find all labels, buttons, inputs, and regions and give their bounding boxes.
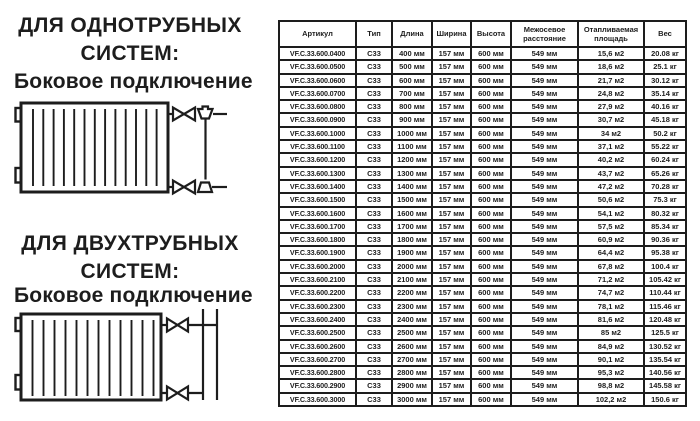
two-pipe-title-line1: ДЛЯ ДВУХТРУБНЫХ xyxy=(21,232,239,255)
table-cell: 549 мм xyxy=(511,153,578,166)
two-pipe-subtitle: Боковое подключение xyxy=(14,284,253,307)
table-cell: 600 мм xyxy=(471,313,511,326)
table-row xyxy=(279,60,686,73)
table-cell: 600 мм xyxy=(471,207,511,220)
table-cell: 157 мм xyxy=(432,100,471,113)
table-cell: C33 xyxy=(356,220,392,233)
table-cell: 549 мм xyxy=(511,246,578,259)
table-row xyxy=(279,273,686,286)
single-pipe-title-line2: СИСТЕМ: xyxy=(80,42,180,65)
table-cell: C33 xyxy=(356,193,392,206)
table-cell: 600 мм xyxy=(471,74,511,87)
table-cell: 600 мм xyxy=(471,140,511,153)
table-cell: 600 мм xyxy=(471,47,511,60)
table-cell: 549 мм xyxy=(511,393,578,406)
table-cell: C33 xyxy=(356,47,392,60)
table-cell: C33 xyxy=(356,393,392,406)
table-cell: 1700 мм xyxy=(392,220,432,233)
table-cell: 549 мм xyxy=(511,47,578,60)
table-cell: 700 мм xyxy=(392,87,432,100)
table-cell: C33 xyxy=(356,140,392,153)
table-cell: VF.C.33.600.1300 xyxy=(279,167,356,180)
union-fitting-bottom-icon xyxy=(198,183,212,193)
table-cell: 85 м2 xyxy=(578,326,644,339)
column-header: Высота xyxy=(471,21,511,47)
table-cell: 140.56 кг xyxy=(644,366,686,379)
table-row xyxy=(279,140,686,153)
table-cell: VF.C.33.600.2100 xyxy=(279,273,356,286)
table-cell: C33 xyxy=(356,313,392,326)
table-cell: 600 мм xyxy=(471,100,511,113)
table-cell: 600 мм xyxy=(471,393,511,406)
table-row xyxy=(279,366,686,379)
table-cell: C33 xyxy=(356,207,392,220)
table-cell: 1800 мм xyxy=(392,233,432,246)
valve-icon xyxy=(173,108,195,121)
table-cell: 157 мм xyxy=(432,87,471,100)
table-cell: VF.C.33.600.2300 xyxy=(279,300,356,313)
table-cell: 549 мм xyxy=(511,220,578,233)
table-cell: 20.08 кг xyxy=(644,47,686,60)
table-cell: 2800 мм xyxy=(392,366,432,379)
table-cell: 600 мм xyxy=(471,167,511,180)
table-cell: VF.C.33.600.0900 xyxy=(279,113,356,126)
table-cell: C33 xyxy=(356,340,392,353)
table-row xyxy=(279,340,686,353)
table-cell: 30,7 м2 xyxy=(578,113,644,126)
table-cell: C33 xyxy=(356,100,392,113)
table-cell: 157 мм xyxy=(432,379,471,392)
table-row xyxy=(279,353,686,366)
table-row xyxy=(279,220,686,233)
radiator-bracket-bottom xyxy=(16,375,22,390)
table-cell: 2200 мм xyxy=(392,286,432,299)
table-cell: 900 мм xyxy=(392,113,432,126)
table-cell: 55.22 кг xyxy=(644,140,686,153)
table-cell: 157 мм xyxy=(432,113,471,126)
radiator-bracket-top xyxy=(16,318,22,331)
table-cell: VF.C.33.600.0800 xyxy=(279,100,356,113)
spec-table xyxy=(278,20,687,407)
table-cell: 1400 мм xyxy=(392,180,432,193)
left-panel xyxy=(0,0,278,421)
table-cell: 45.18 кг xyxy=(644,113,686,126)
table-cell: 157 мм xyxy=(432,167,471,180)
table-cell: 600 мм xyxy=(471,180,511,193)
table-cell: 75.3 кг xyxy=(644,193,686,206)
table-cell: 35.14 кг xyxy=(644,87,686,100)
radiator-single-pipe-diagram xyxy=(8,98,232,198)
table-cell: 157 мм xyxy=(432,366,471,379)
table-row xyxy=(279,153,686,166)
table-cell: 157 мм xyxy=(432,353,471,366)
table-cell: 21,7 м2 xyxy=(578,74,644,87)
table-row xyxy=(279,167,686,180)
column-header: Артикул xyxy=(279,21,356,47)
table-cell: 157 мм xyxy=(432,207,471,220)
table-row xyxy=(279,326,686,339)
spec-table-body xyxy=(279,47,686,406)
radiator-fins xyxy=(33,109,157,186)
two-pipe-title xyxy=(2,230,258,286)
table-cell: 95,3 м2 xyxy=(578,366,644,379)
table-cell: 60,9 м2 xyxy=(578,233,644,246)
table-row xyxy=(279,193,686,206)
table-cell: C33 xyxy=(356,233,392,246)
table-cell: 600 мм xyxy=(471,273,511,286)
table-cell: 120.48 кг xyxy=(644,313,686,326)
column-header: Межосевое расстояние xyxy=(511,21,578,47)
table-cell: 90,1 м2 xyxy=(578,353,644,366)
single-pipe-subtitle: Боковое подключение xyxy=(14,70,253,93)
table-cell: C33 xyxy=(356,366,392,379)
table-cell: 600 мм xyxy=(471,193,511,206)
radiator-two-pipe-diagram xyxy=(8,306,232,406)
table-cell: 81,6 м2 xyxy=(578,313,644,326)
table-cell: 67,8 м2 xyxy=(578,260,644,273)
table-cell: 1000 мм xyxy=(392,127,432,140)
radiator-bracket-top xyxy=(16,108,22,122)
table-cell: 74,7 м2 xyxy=(578,286,644,299)
table-cell: 549 мм xyxy=(511,326,578,339)
table-cell: 549 мм xyxy=(511,260,578,273)
table-cell: VF.C.33.600.0600 xyxy=(279,74,356,87)
radiator-bracket-bottom xyxy=(16,168,22,183)
table-cell: C33 xyxy=(356,87,392,100)
table-cell: 157 мм xyxy=(432,246,471,259)
table-cell: 60.24 кг xyxy=(644,153,686,166)
table-cell: 600 мм xyxy=(471,286,511,299)
table-header-row xyxy=(279,21,686,47)
table-cell: 600 мм xyxy=(471,60,511,73)
table-cell: C33 xyxy=(356,246,392,259)
table-cell: 157 мм xyxy=(432,153,471,166)
table-cell: 549 мм xyxy=(511,100,578,113)
table-cell: VF.C.33.600.1400 xyxy=(279,180,356,193)
table-cell: 105.42 кг xyxy=(644,273,686,286)
table-cell: 600 мм xyxy=(471,260,511,273)
table-cell: C33 xyxy=(356,153,392,166)
table-cell: C33 xyxy=(356,74,392,87)
table-cell: 100.4 кг xyxy=(644,260,686,273)
table-cell: C33 xyxy=(356,180,392,193)
single-pipe-title xyxy=(2,12,258,68)
table-cell: 2900 мм xyxy=(392,379,432,392)
table-cell: 549 мм xyxy=(511,207,578,220)
table-cell: 157 мм xyxy=(432,47,471,60)
column-header: Ширина xyxy=(432,21,471,47)
table-cell: 18,6 м2 xyxy=(578,60,644,73)
table-cell: 549 мм xyxy=(511,273,578,286)
table-cell: 157 мм xyxy=(432,286,471,299)
table-cell: 157 мм xyxy=(432,233,471,246)
table-cell: 130.52 кг xyxy=(644,340,686,353)
table-cell: VF.C.33.600.2000 xyxy=(279,260,356,273)
table-cell: 150.6 кг xyxy=(644,393,686,406)
table-cell: 600 мм xyxy=(471,220,511,233)
table-cell: 98,8 м2 xyxy=(578,379,644,392)
table-cell: VF.C.33.600.1000 xyxy=(279,127,356,140)
single-pipe-connections xyxy=(168,114,227,187)
table-cell: 600 мм xyxy=(471,113,511,126)
table-cell: 157 мм xyxy=(432,60,471,73)
table-cell: C33 xyxy=(356,260,392,273)
table-cell: 40,2 м2 xyxy=(578,153,644,166)
table-cell: 600 мм xyxy=(471,300,511,313)
table-cell: 600 мм xyxy=(471,326,511,339)
table-cell: 549 мм xyxy=(511,180,578,193)
table-cell: 110.44 кг xyxy=(644,286,686,299)
table-cell: 549 мм xyxy=(511,340,578,353)
table-cell: 84,9 м2 xyxy=(578,340,644,353)
table-cell: VF.C.33.600.0500 xyxy=(279,60,356,73)
table-cell: VF.C.33.600.0400 xyxy=(279,47,356,60)
table-cell: 157 мм xyxy=(432,300,471,313)
table-cell: C33 xyxy=(356,113,392,126)
radiator-fins xyxy=(33,320,154,396)
table-cell: 34 м2 xyxy=(578,127,644,140)
table-cell: 157 мм xyxy=(432,193,471,206)
table-row xyxy=(279,379,686,392)
table-cell: C33 xyxy=(356,379,392,392)
table-cell: 157 мм xyxy=(432,260,471,273)
table-cell: VF.C.33.600.1800 xyxy=(279,233,356,246)
table-cell: 40.16 кг xyxy=(644,100,686,113)
table-cell: VF.C.33.600.2500 xyxy=(279,326,356,339)
table-cell: 157 мм xyxy=(432,140,471,153)
table-row xyxy=(279,313,686,326)
table-cell: 157 мм xyxy=(432,393,471,406)
table-cell: 549 мм xyxy=(511,127,578,140)
table-cell: C33 xyxy=(356,286,392,299)
table-cell: 27,9 м2 xyxy=(578,100,644,113)
table-row xyxy=(279,233,686,246)
union-fitting-top-icon xyxy=(198,107,213,119)
table-cell: 43,7 м2 xyxy=(578,167,644,180)
column-header: Тип xyxy=(356,21,392,47)
table-cell: 400 мм xyxy=(392,47,432,60)
table-cell: 80.32 кг xyxy=(644,207,686,220)
table-cell: 157 мм xyxy=(432,273,471,286)
table-cell: 95.38 кг xyxy=(644,246,686,259)
table-cell: 600 мм xyxy=(471,379,511,392)
table-cell: 1500 мм xyxy=(392,193,432,206)
table-cell: 15,6 м2 xyxy=(578,47,644,60)
table-cell: 549 мм xyxy=(511,167,578,180)
table-cell: VF.C.33.600.1100 xyxy=(279,140,356,153)
table-cell: VF.C.33.600.2800 xyxy=(279,366,356,379)
table-cell: 157 мм xyxy=(432,180,471,193)
valve-icon xyxy=(173,181,195,194)
table-cell: 549 мм xyxy=(511,300,578,313)
table-cell: 85.34 кг xyxy=(644,220,686,233)
table-cell: 135.54 кг xyxy=(644,353,686,366)
column-header: Отапливаемая площадь xyxy=(578,21,644,47)
table-row xyxy=(279,286,686,299)
table-cell: 549 мм xyxy=(511,193,578,206)
column-header: Длина xyxy=(392,21,432,47)
table-cell: 1600 мм xyxy=(392,207,432,220)
table-cell: 600 мм xyxy=(471,233,511,246)
table-cell: VF.C.33.600.1900 xyxy=(279,246,356,259)
table-cell: 549 мм xyxy=(511,353,578,366)
table-cell: 549 мм xyxy=(511,379,578,392)
table-cell: 70.28 кг xyxy=(644,180,686,193)
table-cell: 47,2 м2 xyxy=(578,180,644,193)
table-cell: VF.C.33.600.2600 xyxy=(279,340,356,353)
spec-table-section xyxy=(278,20,687,407)
table-cell: C33 xyxy=(356,60,392,73)
column-header: Вес xyxy=(644,21,686,47)
table-cell: 2600 мм xyxy=(392,340,432,353)
table-cell: 50,6 м2 xyxy=(578,193,644,206)
table-row xyxy=(279,393,686,406)
table-cell: 1300 мм xyxy=(392,167,432,180)
table-cell: 145.58 кг xyxy=(644,379,686,392)
table-cell: 600 мм xyxy=(471,353,511,366)
table-cell: 2500 мм xyxy=(392,326,432,339)
table-cell: 2700 мм xyxy=(392,353,432,366)
table-cell: 1100 мм xyxy=(392,140,432,153)
table-cell: 549 мм xyxy=(511,113,578,126)
table-cell: 600 мм xyxy=(392,74,432,87)
table-cell: C33 xyxy=(356,300,392,313)
table-cell: 115.46 кг xyxy=(644,300,686,313)
table-cell: 37,1 м2 xyxy=(578,140,644,153)
table-cell: VF.C.33.600.2900 xyxy=(279,379,356,392)
table-cell: 600 мм xyxy=(471,127,511,140)
table-cell: VF.C.33.600.2700 xyxy=(279,353,356,366)
table-cell: 2300 мм xyxy=(392,300,432,313)
table-cell: 102,2 м2 xyxy=(578,393,644,406)
table-cell: VF.C.33.600.2400 xyxy=(279,313,356,326)
table-cell: 125.5 кг xyxy=(644,326,686,339)
single-pipe-title-line1: ДЛЯ ОДНОТРУБНЫХ xyxy=(18,14,242,37)
table-cell: C33 xyxy=(356,273,392,286)
table-cell: VF.C.33.600.1200 xyxy=(279,153,356,166)
table-cell: 600 мм xyxy=(471,153,511,166)
radiator-body xyxy=(21,314,161,400)
table-cell: C33 xyxy=(356,353,392,366)
table-row xyxy=(279,100,686,113)
table-cell: 600 мм xyxy=(471,340,511,353)
table-cell: 600 мм xyxy=(471,246,511,259)
table-cell: 1200 мм xyxy=(392,153,432,166)
table-row xyxy=(279,74,686,87)
table-cell: 2400 мм xyxy=(392,313,432,326)
table-cell: 3000 мм xyxy=(392,393,432,406)
table-row xyxy=(279,300,686,313)
table-cell: 78,1 м2 xyxy=(578,300,644,313)
table-cell: 30.12 кг xyxy=(644,74,686,87)
table-cell: 600 мм xyxy=(471,366,511,379)
table-row xyxy=(279,87,686,100)
table-cell: 549 мм xyxy=(511,233,578,246)
table-cell: 157 мм xyxy=(432,326,471,339)
table-cell: 54,1 м2 xyxy=(578,207,644,220)
table-cell: VF.C.33.600.0700 xyxy=(279,87,356,100)
table-cell: VF.C.33.600.1500 xyxy=(279,193,356,206)
table-row xyxy=(279,207,686,220)
two-pipe-title-line2: СИСТЕМ: xyxy=(80,260,180,283)
table-cell: VF.C.33.600.3000 xyxy=(279,393,356,406)
valve-icon xyxy=(167,319,188,332)
table-cell: 549 мм xyxy=(511,366,578,379)
table-cell: 600 мм xyxy=(471,87,511,100)
table-row xyxy=(279,127,686,140)
table-cell: 157 мм xyxy=(432,313,471,326)
table-row xyxy=(279,180,686,193)
table-cell: 157 мм xyxy=(432,340,471,353)
table-cell: VF.C.33.600.1600 xyxy=(279,207,356,220)
table-cell: 2000 мм xyxy=(392,260,432,273)
table-row xyxy=(279,113,686,126)
table-cell: 90.36 кг xyxy=(644,233,686,246)
table-row xyxy=(279,260,686,273)
table-cell: 25.1 кг xyxy=(644,60,686,73)
table-cell: 549 мм xyxy=(511,74,578,87)
table-cell: 549 мм xyxy=(511,60,578,73)
table-cell: 549 мм xyxy=(511,286,578,299)
table-row xyxy=(279,47,686,60)
table-cell: 64,4 м2 xyxy=(578,246,644,259)
table-cell: 549 мм xyxy=(511,140,578,153)
table-cell: 65.26 кг xyxy=(644,167,686,180)
table-cell: C33 xyxy=(356,167,392,180)
table-cell: 157 мм xyxy=(432,74,471,87)
table-cell: 24,8 м2 xyxy=(578,87,644,100)
table-cell: VF.C.33.600.2200 xyxy=(279,286,356,299)
table-cell: 2100 мм xyxy=(392,273,432,286)
table-row xyxy=(279,246,686,259)
valve-icon xyxy=(167,387,188,400)
table-cell: C33 xyxy=(356,326,392,339)
table-cell: 71,2 м2 xyxy=(578,273,644,286)
table-cell: 500 мм xyxy=(392,60,432,73)
table-cell: 157 мм xyxy=(432,220,471,233)
table-cell: 800 мм xyxy=(392,100,432,113)
table-cell: 1900 мм xyxy=(392,246,432,259)
table-cell: 157 мм xyxy=(432,127,471,140)
table-cell: C33 xyxy=(356,127,392,140)
table-cell: 57,5 м2 xyxy=(578,220,644,233)
table-cell: VF.C.33.600.1700 xyxy=(279,220,356,233)
table-cell: 549 мм xyxy=(511,87,578,100)
table-cell: 50.2 кг xyxy=(644,127,686,140)
table-cell: 549 мм xyxy=(511,313,578,326)
